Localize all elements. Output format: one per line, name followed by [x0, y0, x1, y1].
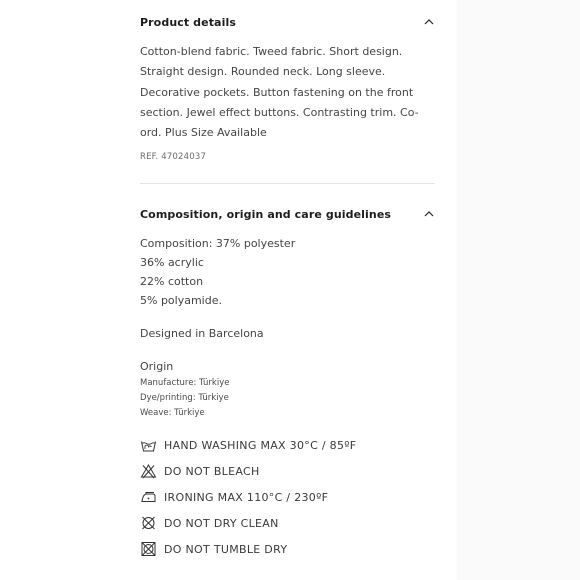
- care-label: DO NOT DRY CLEAN: [164, 516, 279, 530]
- left-margin: [0, 0, 118, 580]
- care-label: DO NOT TUMBLE DRY: [164, 542, 288, 556]
- origin-line: Manufacture: Türkiye: [140, 378, 230, 388]
- care-item: [140, 462, 260, 480]
- product-details-header[interactable]: [140, 12, 435, 32]
- no-tumble-dry-icon: [140, 541, 157, 557]
- no-bleach-icon: [140, 463, 157, 479]
- care-label: HAND WASHING MAX 30°C / 85ºF: [164, 438, 357, 452]
- origin-line: Weave: Türkiye: [140, 408, 205, 418]
- section-divider: [140, 183, 435, 184]
- chevron-up-icon[interactable]: [423, 16, 435, 28]
- origin-title: Origin: [140, 360, 174, 373]
- composition-line: 22% cotton: [140, 275, 204, 288]
- hand-wash-icon: [140, 437, 157, 453]
- composition-line: 5% polyamide.: [140, 294, 222, 307]
- composition-title: Composition, origin and care guidelines: [140, 207, 392, 221]
- no-dry-clean-icon: [140, 515, 157, 531]
- designed-in: Designed in Barcelona: [140, 327, 264, 340]
- care-label: DO NOT BLEACH: [164, 464, 260, 478]
- care-item: [140, 514, 279, 532]
- product-reference: REF. 47024037: [140, 152, 207, 162]
- right-margin: [457, 0, 580, 580]
- product-description: Cotton-blend fabric. Tweed fabric. Short design. Straight design. Rounded neck. Long sleeve. Decorative pockets. Button fastening on the front section. Jewel effect buttons. Contrasting trim. Co-ord. Plus Size Available: [140, 45, 419, 140]
- product-details-title: Product details: [140, 15, 236, 29]
- care-item: [140, 540, 287, 558]
- care-item: [140, 488, 328, 506]
- care-item: [140, 436, 356, 454]
- care-label: IRONING MAX 110°C / 230ºF: [164, 490, 329, 504]
- product-info-panel: [118, 0, 457, 580]
- composition-line: Composition: 37% polyester: [140, 237, 296, 250]
- composition-line: 36% acrylic: [140, 256, 204, 269]
- composition-header[interactable]: [140, 204, 435, 224]
- chevron-up-icon[interactable]: [423, 208, 435, 220]
- origin-line: Dye/printing: Türkiye: [140, 393, 229, 403]
- iron-icon: [140, 489, 157, 505]
